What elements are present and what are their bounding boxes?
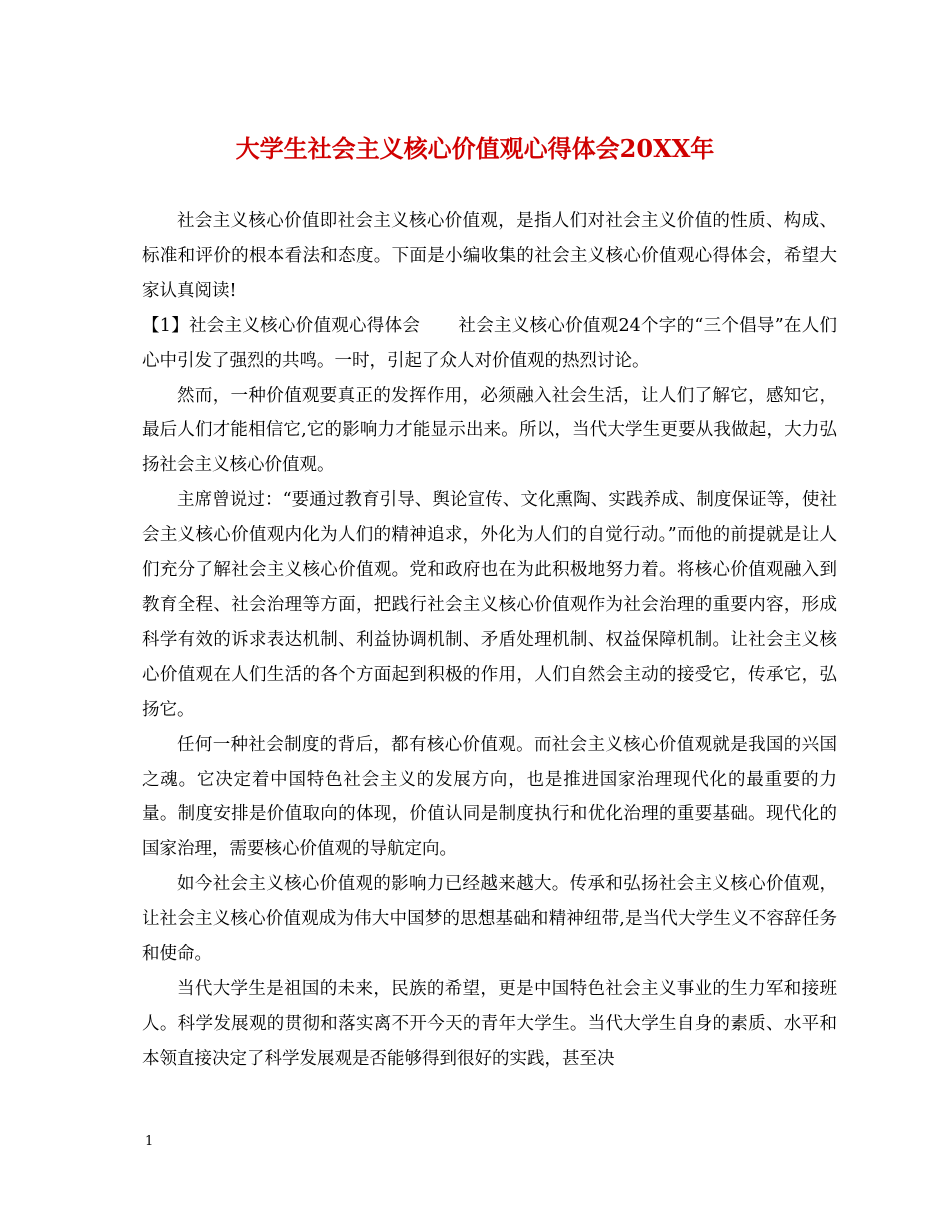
section-1-heading: 【1】社会主义核心价值观心得体会 bbox=[142, 315, 421, 336]
intro-paragraph: 社会主义核心价值即社会主义核心价值观，是指人们对社会主义价值的性质、构成、标准和评价的根本看法和态度。下面是小编收集的社会主义核心价值观心得体会，希望大家认真阅读! bbox=[142, 211, 837, 301]
page-number: 1 bbox=[145, 1134, 154, 1149]
section-1-lead: 社会主义核心价值观24个字的“三个倡导”在人们心中引发了强烈的共鸣。一时，引起了众人对价值观的热烈讨论。 bbox=[142, 315, 837, 371]
body-paragraph: 任何一种社会制度的背后，都有核心价值观。而社会主义核心价值观就是我国的兴国之魂。它决定着中国特色社会主义的发展方向，也是推进国家治理现代化的最重要的力量。制度安排是价值取向的体现，价值认同是制度执行和优化治理的重要基础。现代化的国家治理，需要核心价值观的导航定向。 bbox=[142, 734, 837, 860]
document-body bbox=[142, 204, 837, 1077]
section-1-paragraph bbox=[142, 309, 837, 379]
body-paragraph: 主席曾说过：“要通过教育引导、舆论宣传、文化熏陶、实践养成、制度保证等，使社会主义核心价值观内化为人们的精神追求，外化为人们的自觉行动。”而他的前提就是让人们充分了解社会主义核心价值观。党和政府也在为此积极地努力着。将核心价值观融入到教育全程、社会治理等方面，把践行社会主义核心价值观作为社会治理的重要内容，形成科学有效的诉求表达机制、利益协调机制、矛盾处理机制、权益保障机制。让社会主义核心价值观在人们生活的各个方面起到积极的作用，人们自然会主动的接受它，传承它，弘扬它。 bbox=[142, 490, 837, 720]
document-title: 大学生社会主义核心价值观心得体会20XX年 bbox=[235, 134, 715, 163]
body-paragraph: 然而，一种价值观要真正的发挥作用，必须融入社会生活，让人们了解它，感知它，最后人们才能相信它,它的影响力才能显示出来。所以，当代大学生更要从我做起，大力弘扬社会主义核心价值观。 bbox=[142, 385, 837, 476]
body-paragraph: 当代大学生是祖国的未来，民族的希望，更是中国特色社会主义事业的生力军和接班人。科学发展观的贯彻和落实离不开今天的青年大学生。当代大学生自身的素质、水平和本领直接决定了科学发展观是否能够得到很好的实践，甚至决 bbox=[142, 978, 837, 1069]
body-paragraph: 如今社会主义核心价值观的影响力已经越来越大。传承和弘扬社会主义核心价值观，让社会主义核心价值观成为伟大中国梦的思想基础和精神纽带,是当代大学生义不容辞任务和使命。 bbox=[142, 874, 837, 965]
